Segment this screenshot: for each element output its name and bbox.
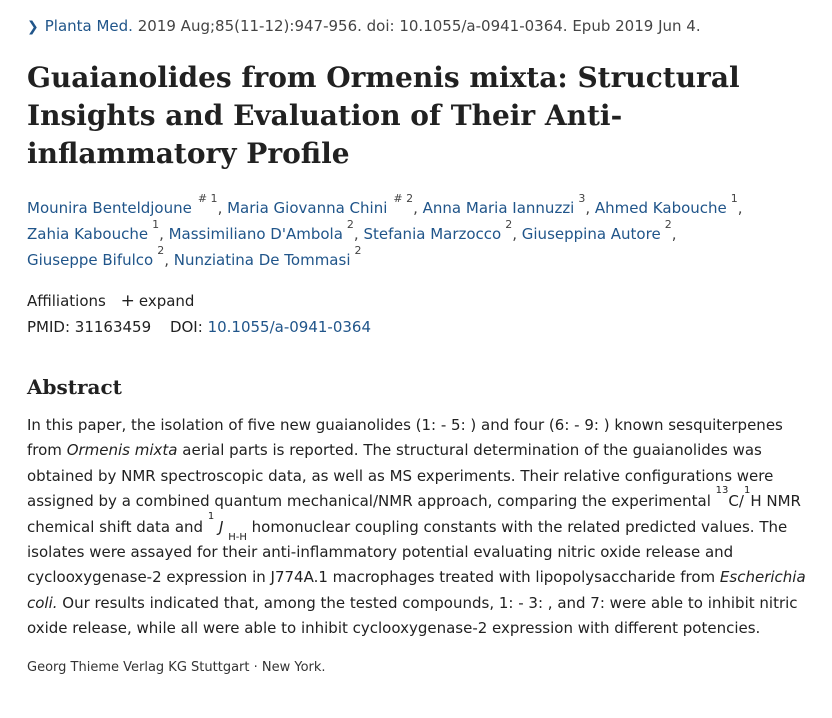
citation-details: 2019 Aug;85(11-12):947-956. doi: 10.1055/a-0941-0364. Epub 2019 Jun 4. [137, 17, 701, 35]
expand-affiliations-button[interactable] [121, 292, 195, 310]
abstract-text [27, 413, 807, 642]
bacterium-name: Escherichia coli. [27, 568, 806, 612]
affiliations-label: Affiliations [27, 292, 106, 310]
author-link[interactable]: Anna Maria Iannuzzi [422, 199, 575, 217]
author-affiliation-sup[interactable]: 2 [354, 244, 362, 257]
isotope-sup: 1 [743, 485, 751, 497]
author-link[interactable]: Giuseppina Autore [521, 225, 661, 243]
abstract-heading: Abstract [27, 375, 122, 399]
coupling-sup: 1 [207, 510, 215, 522]
author-list: Mounira Benteldjoune$^{\# 1}$, Maria Giovanna Chini$^{\# 2}$, Anna Maria Iannuzzi$^3$, Ahmed Kabouche$^1$, Zahia Kabouche$^1$, Massimiliano D'Ambola$^2$, Stefania Marzocco$^2$, Giuseppina Autore$^2$, Giuseppe Bifulco$^2$, Nunziatina De Tommasi$^2$ [27, 192, 743, 269]
abstract-segment: Our results indicated that, among the tested compounds, 1: - 3: , and 7: were able to inhibit nitric oxide release, while all were able to inhibit cyclooxygenase-2 expression with different potencies. [27, 593, 798, 638]
author-affiliation-sup[interactable]: # 2 [393, 192, 414, 205]
affiliations-row [27, 289, 805, 313]
pmid-label: PMID: [27, 318, 71, 336]
doi-label: DOI: [169, 318, 203, 336]
article-title: Guaianolides from Ormenis mixta: Structural Insights and Evaluation of Their Anti-inflammatory Profile [27, 61, 740, 170]
author-link[interactable]: Zahia Kabouche [27, 225, 149, 243]
author-affiliation-sup[interactable]: # 1 [197, 192, 218, 205]
abstract-segment: In this paper, the isolation of five new guaianolides (1: - 5: ) and four (6: - 9: ) known sesquiterpenes from [27, 416, 783, 460]
author-affiliation-sup[interactable]: 2 [157, 244, 165, 257]
journal-link[interactable]: Planta Med. [44, 17, 133, 35]
chevron-right-icon[interactable]: ❯ [27, 19, 39, 35]
author-link[interactable]: Mounira Benteldjoune [27, 199, 192, 217]
abstract-segment: C/ [728, 492, 744, 511]
isotope-sup: 13 [715, 485, 729, 497]
plus-icon: + [120, 291, 135, 311]
abstract-segment: homonuclear coupling constants with the related predicted values. The isolates were assayed for their anti-inflammatory potential evaluating nitric oxide release and cyclooxygenase-2 expression in J774A.1 macrophages treated with lipopolysaccharide from [27, 517, 788, 587]
author-affiliation-sup[interactable]: 2 [505, 218, 513, 231]
abstract-segment: H NMR chemical shift data and [27, 492, 801, 536]
author-link[interactable]: Ahmed Kabouche [594, 199, 727, 217]
coupling-sub: H-H [228, 532, 247, 544]
author-link[interactable]: Giuseppe Bifulco [27, 251, 154, 269]
identifiers-row [27, 315, 805, 339]
author-affiliation-sup[interactable]: 2 [346, 218, 354, 231]
citation-line [27, 14, 805, 39]
abstract-segment: aerial parts is reported. The structural determination of the guaianolides was obtained by NMR spectroscopic data, as well as MS experiments. Their relative configurations were assigned by a combined quantum mechanical/NMR approach, comparing the experimental [27, 441, 774, 511]
species-name: Ormenis mixta [66, 441, 178, 460]
pmid-value: 31163459 [74, 318, 152, 336]
doi-link[interactable]: 10.1055/a-0941-0364 [207, 318, 372, 336]
author-affiliation-sup[interactable]: 3 [578, 192, 586, 205]
author-link[interactable]: Stefania Marzocco [363, 225, 502, 243]
coupling-symbol: J [219, 517, 224, 536]
expand-label: expand [138, 292, 195, 310]
author-link[interactable]: Nunziatina De Tommasi [173, 251, 351, 269]
author-link[interactable]: Massimiliano D'Ambola [168, 225, 343, 243]
author-link[interactable]: Maria Giovanna Chini [227, 199, 388, 217]
author-affiliation-sup[interactable]: 2 [664, 218, 672, 231]
author-affiliation-sup[interactable]: 1 [730, 192, 738, 205]
author-affiliation-sup[interactable]: 1 [152, 218, 160, 231]
copyright-notice: Georg Thieme Verlag KG Stuttgart · New York. [27, 659, 326, 675]
